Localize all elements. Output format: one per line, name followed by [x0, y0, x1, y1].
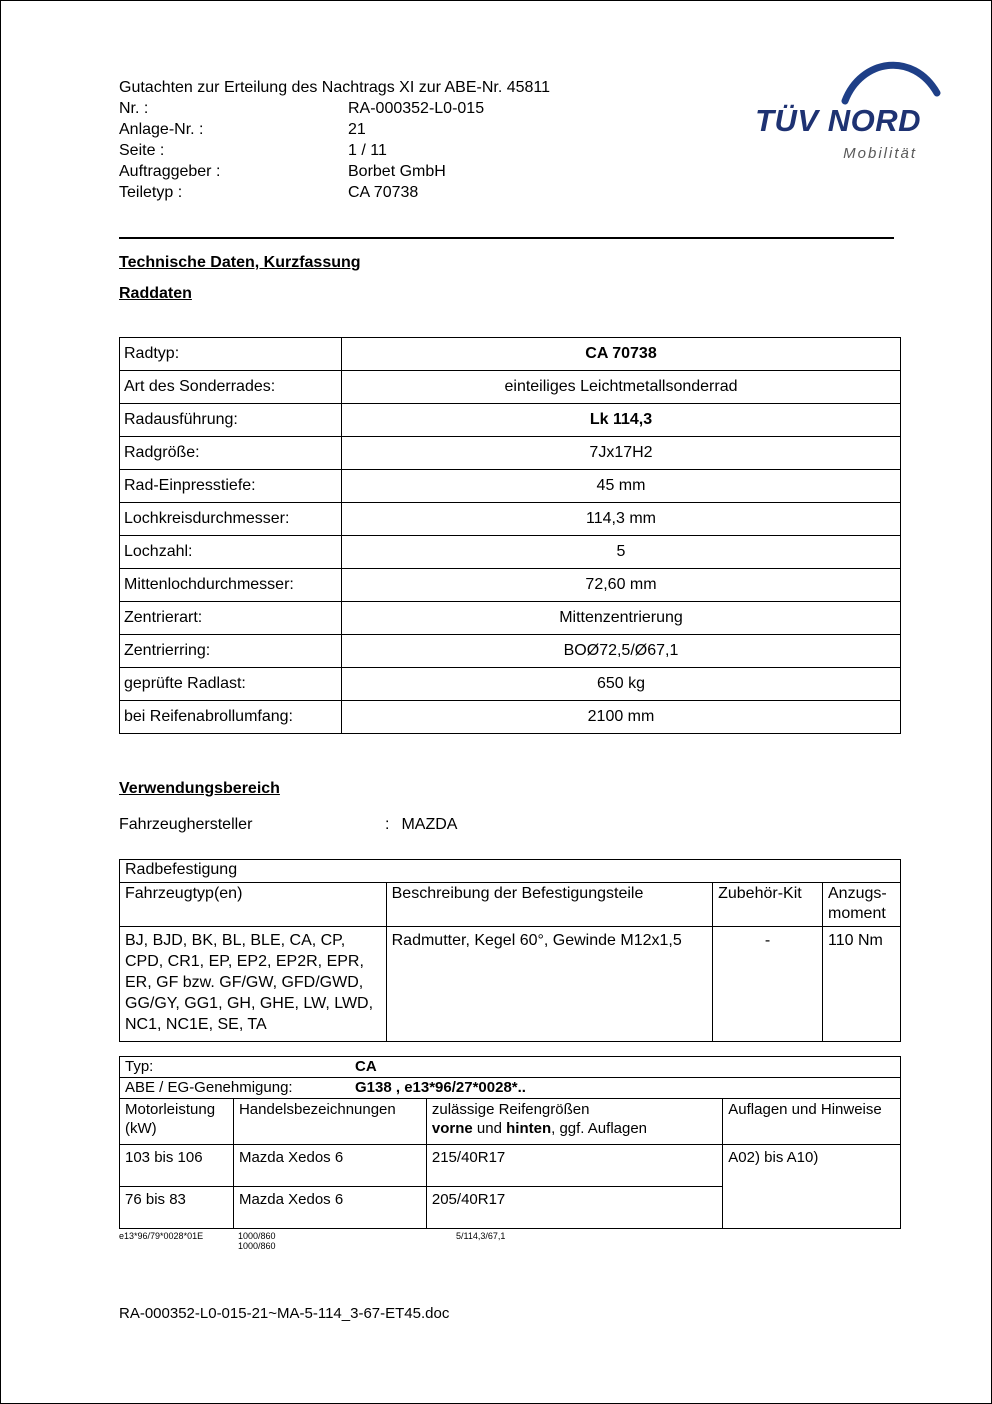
table-row: [120, 602, 901, 635]
table-row: [120, 536, 901, 569]
table-row: [120, 635, 901, 668]
raddaten-value: CA 70738: [342, 338, 901, 371]
raddaten-value: einteiliges Leichtmetallsonderrad: [342, 371, 901, 404]
manufacturer-colon: :: [385, 816, 390, 833]
section-heading-technische-daten: Technische Daten, Kurzfassung: [119, 254, 361, 271]
column-header-handelsbezeichnungen: Handelsbezeichnungen: [233, 1099, 426, 1145]
column-header-reifengroessen: [426, 1099, 722, 1145]
table-row: [120, 1078, 901, 1099]
column-header-beschreibung: Beschreibung der Befestigungsteile: [386, 883, 712, 927]
reifengroessen-line1: zulässige Reifengrößen: [431, 1101, 590, 1118]
raddaten-value: 72,60 mm: [342, 569, 901, 602]
cell-reifengroesse: 205/40R17: [426, 1187, 722, 1229]
field-label: Seite :: [119, 142, 165, 159]
column-header-zubehoer-kit: Zubehör-Kit: [713, 883, 823, 927]
abe-row: [120, 1078, 901, 1099]
field-value: 21: [348, 121, 366, 138]
cell-handelsbezeichnung: Mazda Xedos 6: [233, 1145, 426, 1187]
reifengroessen-line2: vorne und hinten, ggf. Auflagen: [431, 1120, 648, 1137]
typ-table: [119, 1056, 901, 1229]
footnote-row: [119, 1231, 901, 1251]
footnote-load-values: 1000/860 1000/860: [238, 1231, 276, 1251]
typ-label: Typ:: [125, 1058, 154, 1075]
raddaten-value: Mittenzentrierung: [342, 602, 901, 635]
table-row: [120, 927, 901, 1042]
cell-beschreibung: Radmutter, Kegel 60°, Gewinde M12x1,5: [386, 927, 712, 1042]
cell-reifengroesse: 215/40R17: [426, 1145, 722, 1187]
section-heading-verwendungsbereich: Verwendungsbereich: [119, 780, 280, 797]
raddaten-table: [119, 337, 901, 734]
table-header-row: [120, 883, 901, 927]
field-label: Nr. :: [119, 100, 149, 117]
table-row: [120, 569, 901, 602]
raddaten-value: 7Jx17H2: [342, 437, 901, 470]
cell-motorleistung: 76 bis 83: [120, 1187, 234, 1229]
field-value: CA 70738: [348, 184, 419, 201]
header-field-seite: [119, 140, 901, 161]
footnote-bolt-pattern: 5/114,3/67,1: [456, 1231, 506, 1241]
table-row: [120, 701, 901, 734]
raddaten-value: 650 kg: [342, 668, 901, 701]
header-field-nr: [119, 98, 901, 119]
raddaten-value: 5: [342, 536, 901, 569]
field-value: 1 / 11: [348, 142, 387, 159]
abe-value: G138 , e13*96/27*0028*..: [355, 1079, 526, 1096]
table-row: [120, 338, 901, 371]
raddaten-value: 2100 mm: [342, 701, 901, 734]
table-row: [120, 503, 901, 536]
abe-label: ABE / EG-Genehmigung:: [125, 1079, 293, 1096]
logo-tagline: Mobilität: [843, 145, 917, 162]
cell-auflagen: A02) bis A10): [723, 1145, 901, 1229]
header-divider: [119, 237, 894, 239]
table-row: [120, 668, 901, 701]
manufacturer-line: [119, 814, 901, 835]
raddaten-label: Radtyp:: [120, 338, 342, 371]
field-label: Auftraggeber :: [119, 163, 221, 180]
raddaten-label: Zentrierring:: [120, 635, 342, 668]
raddaten-value: BOØ72,5/Ø67,1: [342, 635, 901, 668]
table-row: [120, 1057, 901, 1078]
table-header-row: [120, 1099, 901, 1145]
cell-fahrzeugtypen: BJ, BJD, BK, BL, BLE, CA, CP, CPD, CR1, EP, EP2, EP2R, EPR, ER, GF bzw. GF/GW, GFD/GWD, GG/GY, GG1, GH, GHE, LW, LWD, NC1, NC1E, SE, TA: [120, 927, 387, 1042]
table-row: [120, 371, 901, 404]
raddaten-label: geprüfte Radlast:: [120, 668, 342, 701]
radbefestigung-title: Radbefestigung: [120, 860, 901, 883]
raddaten-value: Lk 114,3: [342, 404, 901, 437]
manufacturer-value: MAZDA: [401, 816, 458, 833]
raddaten-label: Rad-Einpresstiefe:: [120, 470, 342, 503]
document-content: [119, 77, 901, 1322]
raddaten-label: Lochkreisdurchmesser:: [120, 503, 342, 536]
raddaten-label: Mittenlochdurchmesser:: [120, 569, 342, 602]
raddaten-label: bei Reifenabrollumfang:: [120, 701, 342, 734]
header-field-auftraggeber: [119, 161, 901, 182]
section-heading-raddaten: Raddaten: [119, 285, 192, 302]
field-label: Teiletyp :: [119, 184, 183, 201]
field-value: RA-000352-L0-015: [348, 100, 485, 117]
column-header-auflagen: Auflagen und Hinweise: [723, 1099, 901, 1145]
footnote-approval-code: e13*96/79*0028*01E: [119, 1231, 204, 1241]
column-header-anzugsmoment: Anzugs-moment: [823, 883, 901, 927]
table-row: [120, 860, 901, 883]
table-row: [120, 404, 901, 437]
cell-zubehoer-kit: -: [713, 927, 823, 1042]
document-header: [119, 77, 901, 203]
table-row: [120, 1145, 901, 1187]
radbefestigung-table: [119, 859, 901, 1042]
manufacturer-label: Fahrzeughersteller: [119, 816, 253, 833]
raddaten-label: Art des Sonderrades:: [120, 371, 342, 404]
header-field-teiletyp: [119, 182, 901, 203]
column-header-motorleistung: Motorleistung (kW): [120, 1099, 234, 1145]
report-title: Gutachten zur Erteilung des Nachtrags XI zur ABE-Nr. 45811: [119, 79, 551, 96]
table-row: [120, 470, 901, 503]
raddaten-label: Lochzahl:: [120, 536, 342, 569]
field-value: Borbet GmbH: [348, 163, 446, 180]
raddaten-value: 114,3 mm: [342, 503, 901, 536]
logo-brand-text: TÜV NORD: [755, 103, 921, 138]
table-row: [120, 437, 901, 470]
document-filename: RA-000352-L0-015-21~MA-5-114_3-67-ET45.doc: [119, 1305, 450, 1322]
header-field-anlage: [119, 119, 901, 140]
column-header-fahrzeugtypen: Fahrzeugtyp(en): [120, 883, 387, 927]
raddaten-label: Radausführung:: [120, 404, 342, 437]
typ-value: CA: [355, 1058, 377, 1075]
cell-anzugsmoment: 110 Nm: [823, 927, 901, 1042]
field-label: Anlage-Nr. :: [119, 121, 204, 138]
cell-handelsbezeichnung: Mazda Xedos 6: [233, 1187, 426, 1229]
raddaten-label: Radgröße:: [120, 437, 342, 470]
raddaten-value: 45 mm: [342, 470, 901, 503]
raddaten-label: Zentrierart:: [120, 602, 342, 635]
cell-motorleistung: 103 bis 106: [120, 1145, 234, 1187]
typ-row: [120, 1057, 901, 1078]
